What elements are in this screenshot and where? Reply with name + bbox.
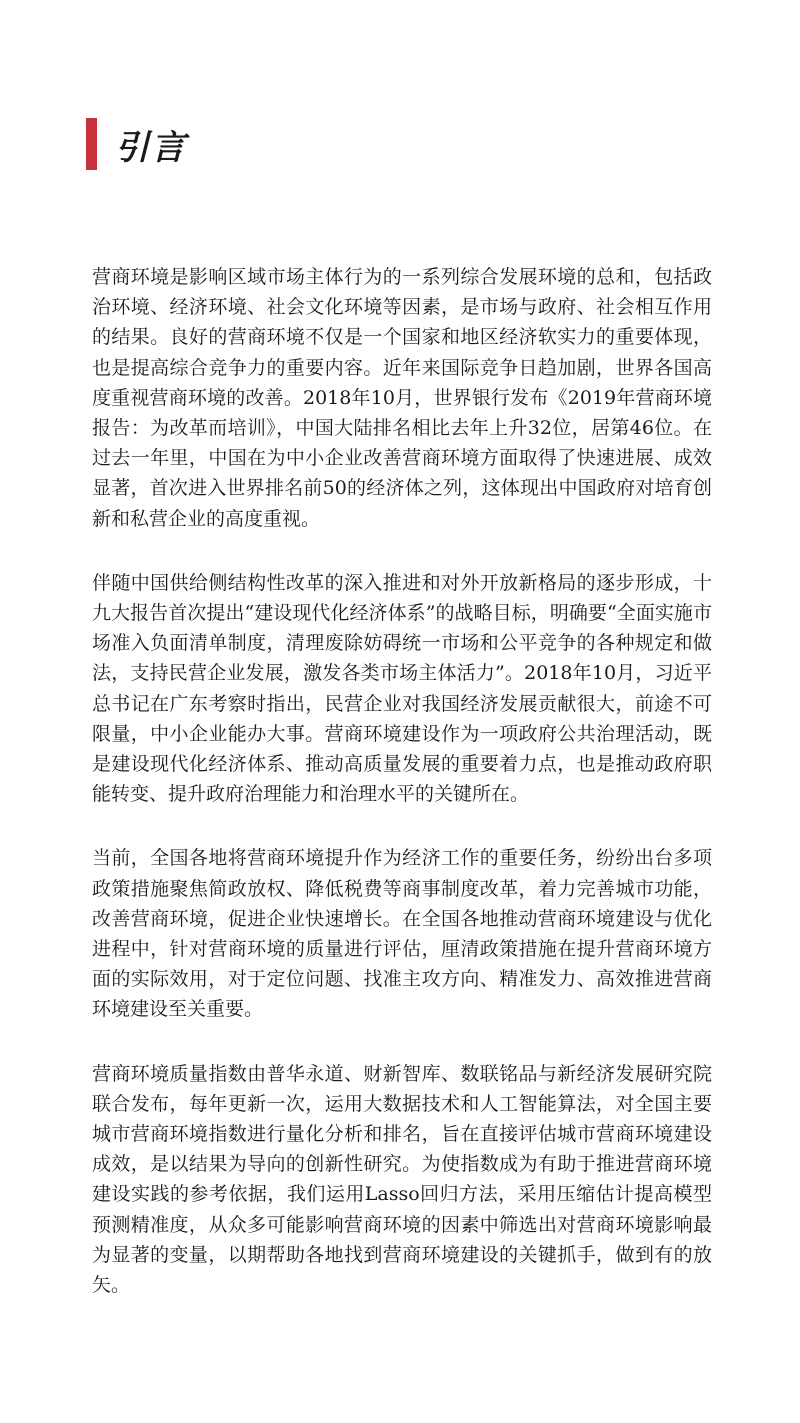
- paragraph-3: 当前，全国各地将营商环境提升作为经济工作的重要任务，纷纷出台多项政策措施聚焦简政放权、降低税费等商事制度改革，着力完善城市功能，改善营商环境，促进企业快速增长。在全国各地推动营商环境建设与优化进程中，针对营商环境的质量进行评估，厘清政策措施在提升营商环境方面的实际效用，对于定位问题、找准主攻方向、精准发力、高效推进营商环境建设至关重要。: [92, 847, 712, 1021]
- paragraph-2: 伴随中国供给侧结构性改革的深入推进和对外开放新格局的逐步形成，十九大报告首次提出“建设现代化经济体系”的战略目标，明确要“全面实施市场准入负面清单制度，清理废除妨碍统一市场和公平竞争的各种规定和做法，支持民营企业发展，激发各类市场主体活力”。2018年10月，习近平总书记在广东考察时指出，民营企业对我国经济发展贡献很大，前途不可限量，中小企业能办大事。营商环境建设作为一项政府公共治理活动，既是建设现代化经济体系、推动高质量发展的重要着力点，也是推动政府职能转变、提升政府治理能力和治理水平的关键所在。: [92, 571, 712, 806]
- heading-accent-bar: [86, 118, 97, 170]
- paragraph-1: 营商环境是影响区域市场主体行为的一系列综合发展环境的总和，包括政治环境、经济环境、社会文化环境等因素，是市场与政府、社会相互作用的结果。良好的营商环境不仅是一个国家和地区经济软实力的重要体现，也是提高综合竞争力的重要内容。近年来国际竞争日趋加剧，世界各国高度重视营商环境的改善。2018年10月，世界银行发布《2019年营商环境报告：为改革而培训》，中国大陆排名相比去年上升32位，居第46位。在过去一年里，中国在为中小企业改善营商环境方面取得了快速进展、成效显著，首次进入世界排名前50的经济体之列，这体现出中国政府对培育创新和私营企业的高度重视。: [92, 266, 712, 530]
- section-title: 引言: [115, 127, 187, 168]
- body-text: [92, 262, 712, 1334]
- section-heading: [86, 118, 187, 170]
- paragraph-4: 营商环境质量指数由普华永道、财新智库、数联铭品与新经济发展研究院联合发布，每年更新一次，运用大数据技术和人工智能算法，对全国主要城市营商环境指数进行量化分析和排名，旨在直接评估城市营商环境建设成效，是以结果为导向的创新性研究。为使指数成为有助于推进营商环境建设实践的参考依据，我们运用Lasso回归方法，采用压缩估计提高模型预测精准度，从众多可能影响营商环境的因素中筛选出对营商环境影响最为显著的变量，以期帮助各地找到营商环境建设的关键抓手，做到有的放矢。: [92, 1062, 712, 1297]
